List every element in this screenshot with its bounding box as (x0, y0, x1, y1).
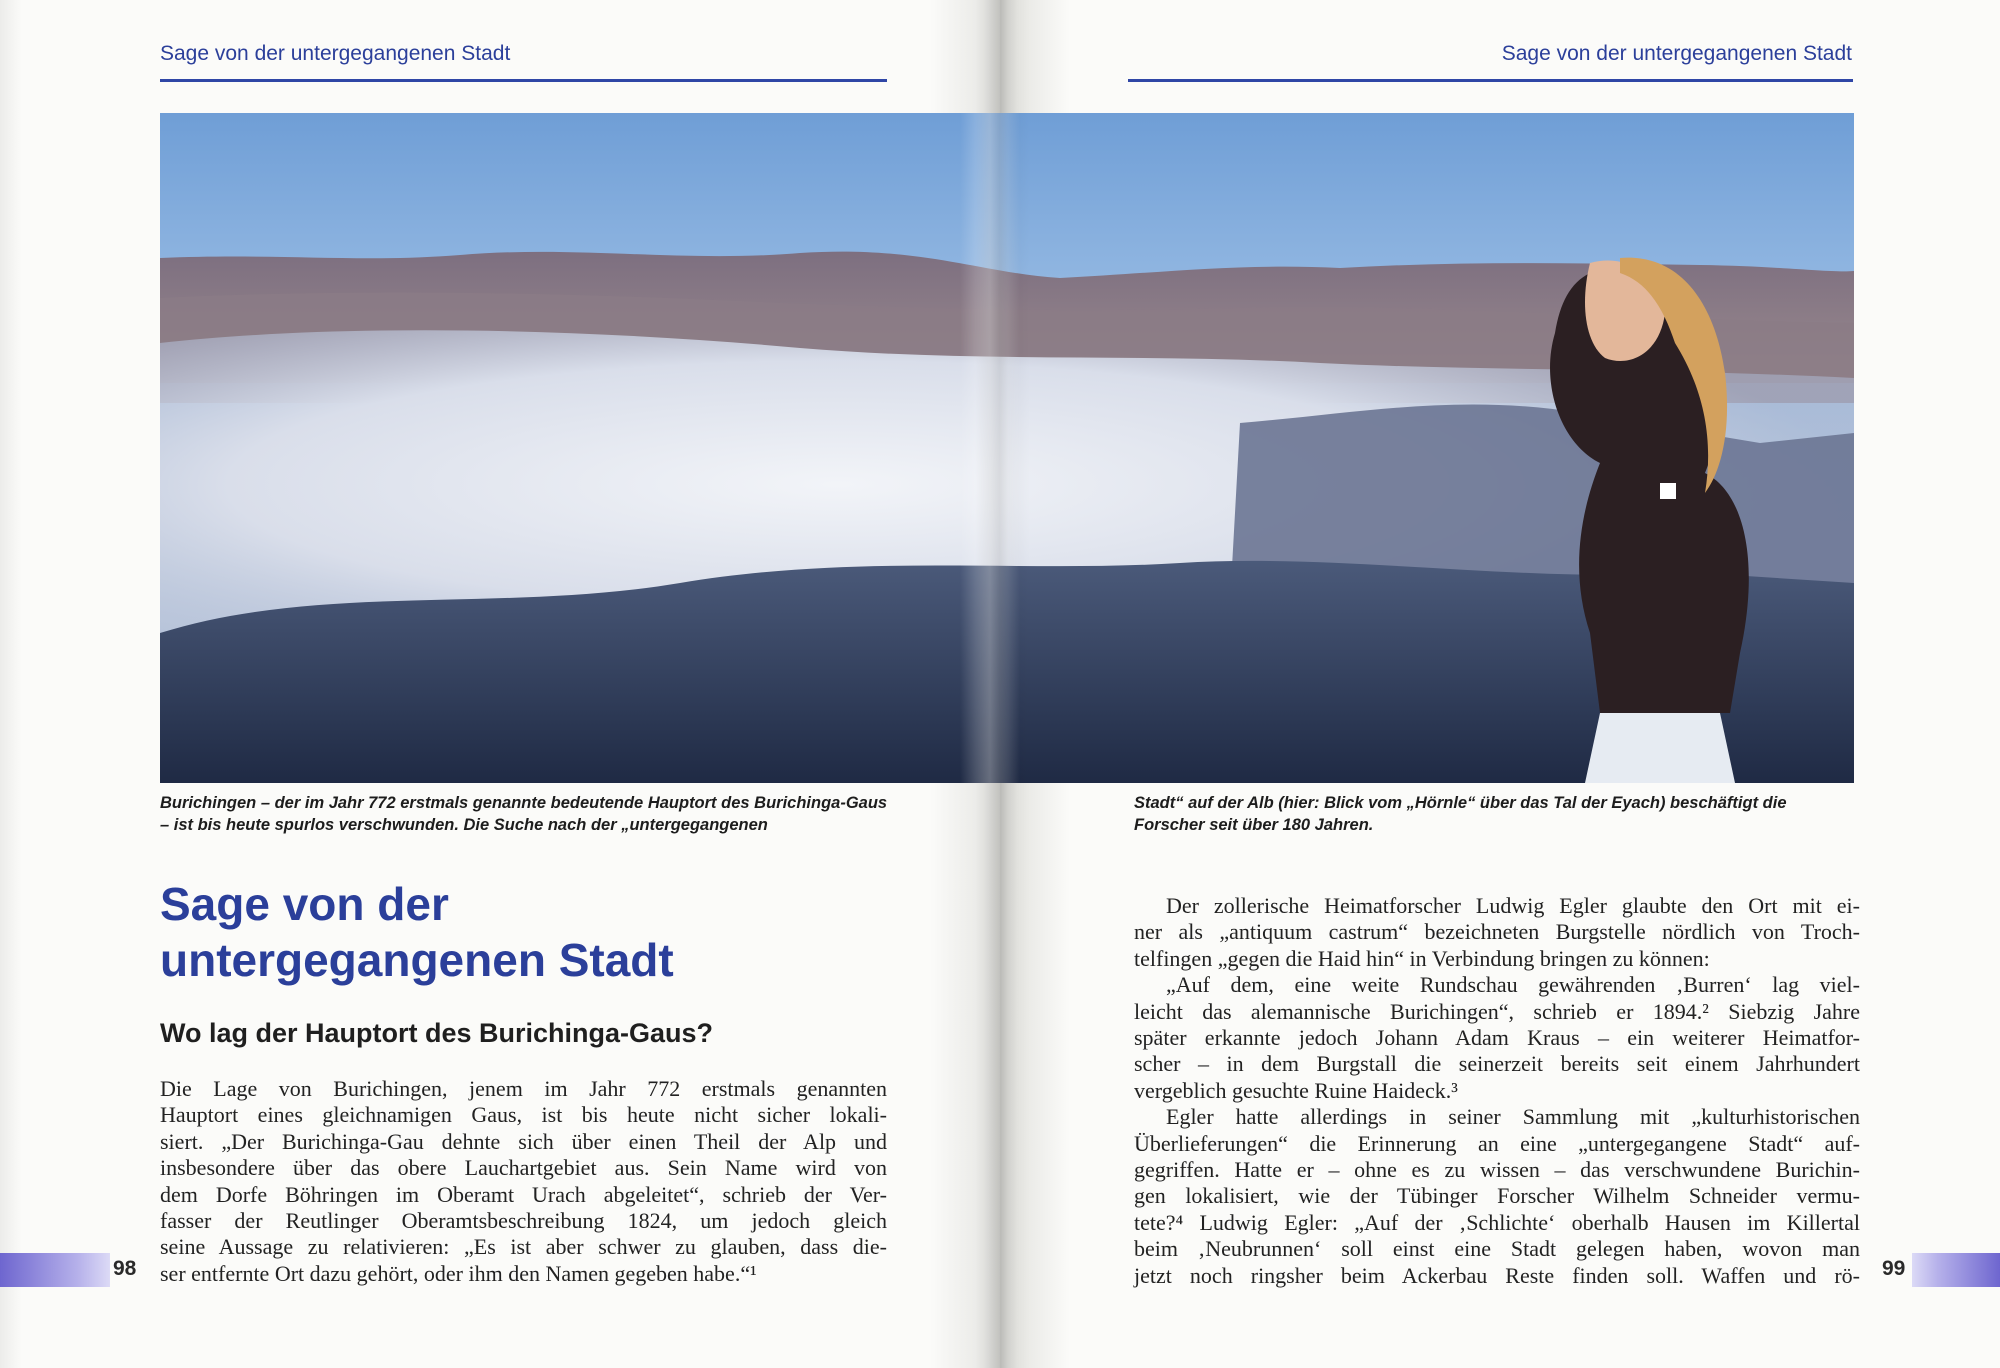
caption-right: Stadt“ auf der Alb (hier: Blick vom „Hörnle“ über das Tal der Eyach) beschäftigt die Forscher seit über 180 Jahren. (1134, 794, 1787, 834)
text-line: „Auf dem, eine weite Rundschau gewährenden ‚Burren‘ lag viel- (1166, 972, 1860, 998)
text-line: leicht das alemannische Burichingen“, schrieb er 1894.² Siebzig Jahre (1134, 998, 1860, 1024)
text-line: siert. „Der Burichinga-Gau dehnte sich über einen Theil der Alp und (160, 1128, 887, 1154)
folio-band-right (1912, 1253, 2000, 1287)
running-head-right: Sage von der untergegangenen Stadt (1501, 42, 1852, 65)
text-line: tete?⁴ Ludwig Egler: „Auf der ‚Schlichte‘ oberhalb Hausen im Killertal (1134, 1209, 1860, 1235)
page-number-right: 99 (1882, 1257, 1906, 1280)
text-line: scher – in dem Burgstall die seinerzeit bereits seit einem Jahrhundert (1134, 1051, 1860, 1077)
caption-left: Burichingen – der im Jahr 772 erstmals genannte bedeutende Hauptort des Burichinga-Gaus – ist bis heute spurlos verschwunden. Die Suche nach der „untergegangenen (160, 794, 888, 834)
head-rule-left (160, 79, 887, 82)
text-line: Egler hatte allerdings in seiner Sammlung mit „kulturhistorischen (1166, 1104, 1860, 1130)
head-rule-right (1128, 79, 1853, 82)
running-head-left: Sage von der untergegangenen Stadt (160, 42, 511, 65)
text-line: vergeblich gesuchte Ruine Haideck.³ (1134, 1077, 1458, 1103)
fog-valley-illustration (160, 113, 1854, 783)
text-line: insbesondere über das obere Lauchartgebiet aus. Sein Name wird von (160, 1155, 887, 1181)
chapter-title-line-1: Sage von der (160, 878, 449, 930)
left-body-text (160, 1076, 887, 1287)
text-line: Überlieferungen“ die Erinnerung an eine „untergegangene Stadt“ auf- (1134, 1130, 1860, 1156)
text-line: seine Aussage zu relativieren: „Es ist aber schwer zu glauben, dass die- (160, 1234, 887, 1260)
text-line: beim ‚Neubrunnen‘ soll einst eine Stadt gelegen haben, wovon man (1134, 1236, 1860, 1262)
text-line: dem Dorfe Böhringen im Oberamt Urach abgeleitet“, schrieb der Ver- (160, 1181, 887, 1207)
text-line: gegriffen. Hatte er – ohne es zu wissen – das verschwundene Burichin- (1134, 1157, 1860, 1183)
chapter-title-line-2: untergegangenen Stadt (160, 934, 674, 986)
text-line: Hauptort eines gleichnamigen Gaus, ist bis heute nicht sicher lokali- (160, 1102, 887, 1128)
chapter-subtitle: Wo lag der Hauptort des Burichinga-Gaus? (160, 1018, 714, 1048)
text-line: gen lokalisiert, wie der Tübinger Forscher Wilhelm Schneider vermu- (1134, 1183, 1860, 1209)
right-body-text (1134, 893, 1860, 1289)
text-line: ner als „antiquum castrum“ bezeichneten Burgstelle nördlich von Troch- (1134, 919, 1860, 945)
text-line: ser entfernte Ort dazu gehört, oder ihm den Namen gegeben habe.“¹ (160, 1260, 757, 1286)
folio-band-left (0, 1253, 110, 1287)
text-line: später erkannte jedoch Johann Adam Kraus – ein weiterer Heimatfor- (1134, 1025, 1860, 1051)
landscape-photo (160, 113, 1854, 783)
text-line: telfingen „gegen die Haid hin“ in Verbindung bringen zu können: (1134, 945, 1710, 971)
chapter-title (160, 876, 880, 988)
text-line: jetzt noch ringsher beim Ackerbau Reste finden soll. Waffen und rö- (1134, 1262, 1860, 1288)
text-line: Die Lage von Burichingen, jenem im Jahr 772 erstmals genannten (160, 1076, 887, 1101)
page-number-left: 98 (113, 1257, 137, 1280)
text-line: fasser der Reutlinger Oberamtsbeschreibung 1824, um jedoch gleich (160, 1208, 887, 1234)
text-line: Der zollerische Heimatforscher Ludwig Egler glaubte den Ort mit ei- (1166, 893, 1860, 918)
